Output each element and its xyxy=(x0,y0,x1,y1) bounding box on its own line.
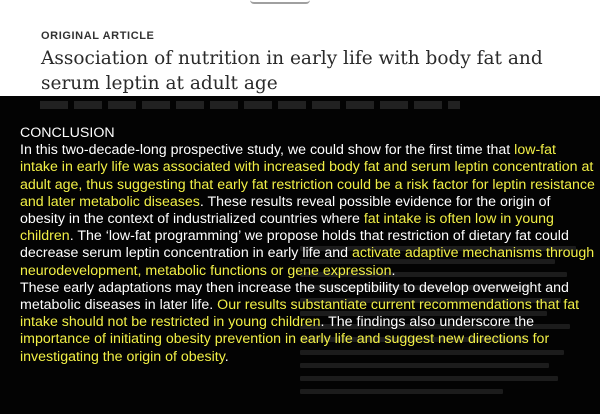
conclusion-paragraph-1 xyxy=(20,142,596,280)
article-header xyxy=(0,0,600,100)
text-segment: These early adaptations may then increase the susceptibility to develop overweight and metabolic diseases in later life. xyxy=(20,279,569,314)
highlighted-text: fat intake is often low in young children xyxy=(20,211,554,245)
article-type-label: ORIGINAL ARTICLE xyxy=(41,30,155,42)
conclusion-paragraph-2 xyxy=(20,280,596,366)
text-segment: . xyxy=(224,348,229,365)
conclusion-overlay xyxy=(0,96,600,414)
article-title: Association of nutrition in early life with body fat and serum leptin at adult age xyxy=(41,48,543,94)
text-segment: . The findings also underscore the xyxy=(320,314,534,331)
text-segment: . xyxy=(391,262,396,279)
highlighted-text: low-fat intake in early life was associated with increased body fat and serum leptin concentration at adult age, thus suggesting that early fat restriction could be a risk factor for leptin resistance and later metabolic diseases xyxy=(20,142,595,210)
conclusion-heading: CONCLUSION xyxy=(20,125,115,141)
authors-line-obscured xyxy=(40,101,460,109)
highlighted-text: importance of initiating obesity prevention in early life and suggest new directions for investigating the origin of obesity xyxy=(20,331,550,365)
highlighted-text: Our results substantiate current recommendations that fat intake should not be restricted in young children xyxy=(20,297,580,331)
cropped-fragment xyxy=(250,0,310,4)
highlighted-text: activate adaptive mechanisms through neurodevelopment, metabolic functions or gene expression xyxy=(20,245,595,279)
conclusion-section xyxy=(20,125,596,366)
text-segment: . These results reveal possible evidence for the origin of obesity in the context of industrialized countries where xyxy=(20,193,551,228)
text-segment: In this two-decade-long prospective study, we could show for the first time that xyxy=(20,142,515,159)
text-segment: . The ‘low-fat programming’ we propose holds that restriction of dietary fat could decrease serum leptin concentration in early life and xyxy=(20,228,569,262)
